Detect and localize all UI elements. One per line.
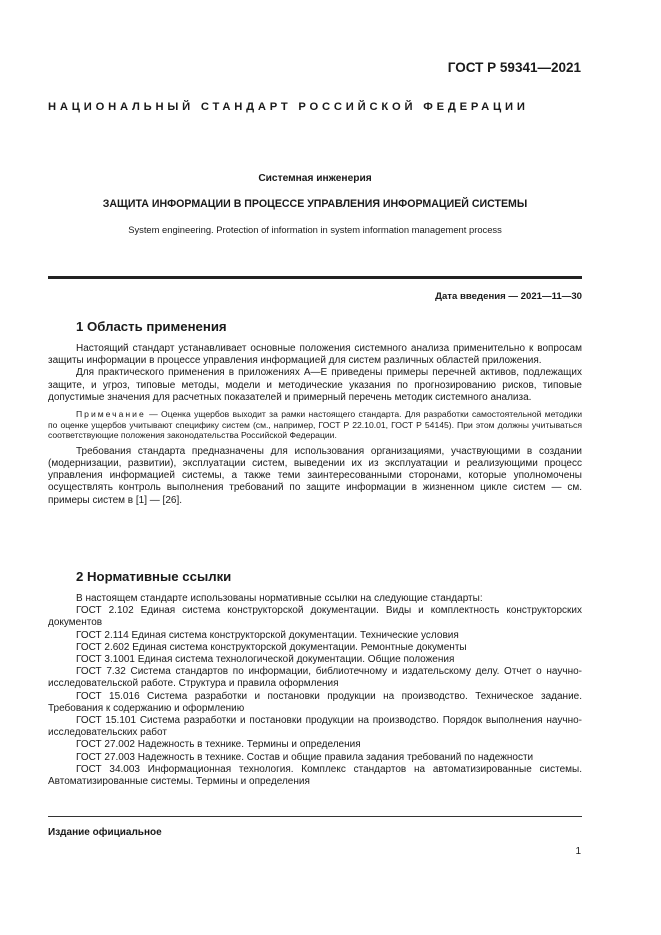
- section-1-paragraph-2: Для практического применения в приложениях А—Е приведены примеры перечней активов, подлежащих защите, и угроз, типовые методы, модели и методические указания по прогнозированию рисков, типовые допустимые значения для расчетных показателей и примерный перечень методик системного анализа.: [48, 367, 582, 403]
- section-1-paragraph-1: Настоящий стандарт устанавливает основные положения системного анализа применительно к вопросам защиты информации в процессе управления информацией для систем различных областей приложения.: [48, 343, 582, 367]
- reference-item: ГОСТ 2.602 Единая система конструкторской документации. Ремонтные документы: [76, 641, 467, 653]
- reference-item: ГОСТ 2.114 Единая система конструкторской документации. Технические условия: [76, 629, 459, 641]
- section-2-intro: В настоящем стандарте использованы нормативные ссылки на следующие стандарты:: [76, 593, 483, 604]
- main-title: ЗАЩИТА ИНФОРМАЦИИ В ПРОЦЕССЕ УПРАВЛЕНИЯ ИНФОРМАЦИЕЙ СИСТЕМЫ: [102, 198, 528, 210]
- page-number: 1: [575, 846, 581, 857]
- reference-item: ГОСТ 27.002 Надежность в технике. Термины и определения: [76, 739, 361, 751]
- section-1-body: [48, 343, 582, 507]
- title-divider: [48, 276, 582, 279]
- footer-divider: [48, 816, 582, 817]
- note-text: — Оценка ущербов выходит за рамки настоящего стандарта. Для разработки самостоятельной методики по оценке ущербов учитывают специфику систем (см., например, ГОСТ Р 22.10.01, ГОСТ Р 54145). При этом должны учитываться соответствующие положения законодательства Российской Федерации.: [48, 409, 582, 441]
- reference-item: ГОСТ 15.016 Система разработки и постановки продукции на производство. Техническое задание. Требования к содержанию и оформлению: [48, 690, 582, 714]
- section-1-heading: 1 Область применения: [76, 319, 227, 334]
- section-2-heading: 2 Нормативные ссылки: [76, 569, 232, 584]
- english-title: System engineering. Protection of information in system information management process: [128, 224, 502, 235]
- section-1-note: [48, 409, 582, 441]
- official-edition-label: Издание официальное: [48, 827, 162, 838]
- reference-item: ГОСТ 27.003 Надежность в технике. Состав и общие правила задания требований по надежности: [76, 751, 534, 763]
- introduction-date: Дата введения — 2021—11—30: [435, 291, 582, 302]
- section-2-body: [48, 593, 582, 788]
- section-1-paragraph-3: Требования стандарта предназначены для использования организациями, участвующими в создании (модернизации, развитии), эксплуатации систем, выведении их из эксплуатации и реализующими процесс управления информацией системы, а также теми заинтересованными сторонами, которые уполномочены осуществлять контроль выполнения требований по защите информации в жизненном цикле систем — см. примеры систем в [1] — [26].: [48, 445, 582, 506]
- reference-item: ГОСТ 7.32 Система стандартов по информации, библиотечному и издательскому делу. Отчет о научно-исследовательской работе. Структура и правила оформления: [48, 666, 582, 690]
- reference-item: ГОСТ 15.101 Система разработки и постановки продукции на производство. Порядок выполнения научно-исследовательских работ: [48, 715, 582, 739]
- gost-number: ГОСТ Р 59341—2021: [447, 60, 581, 75]
- reference-item: ГОСТ 2.102 Единая система конструкторской документации. Виды и комплектность конструкторских документов: [48, 605, 582, 629]
- series-title: Системная инженерия: [258, 173, 372, 184]
- reference-item: ГОСТ 3.1001 Единая система технологической документации. Общие положения: [76, 654, 455, 666]
- note-label: Примечание: [76, 409, 146, 420]
- reference-item: ГОСТ 34.003 Информационная технология. Комплекс стандартов на автоматизированные системы. Автоматизированные системы. Термины и определения: [48, 763, 582, 788]
- national-standard-title: НАЦИОНАЛЬНЫЙ СТАНДАРТ РОССИЙСКОЙ ФЕДЕРАЦИИ: [48, 101, 529, 113]
